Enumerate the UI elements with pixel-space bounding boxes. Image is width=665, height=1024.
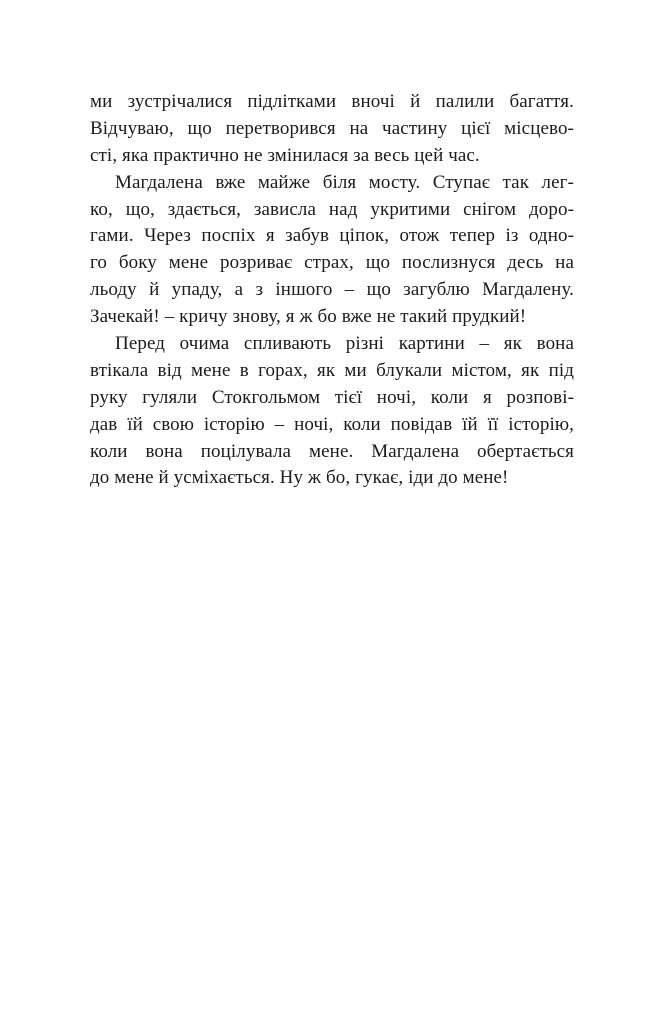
text-line: Перед очима спливають різні картини – як вона: [115, 333, 574, 355]
text-line: коли вона поцілувала мене. Магдалена обертається: [90, 440, 574, 462]
text-line: Зачекай! – кричу знову, я ж бо вже не такий прудкий!: [90, 306, 527, 328]
text-line: ми зустрічалися підлітками вночі й палили багаття.: [90, 91, 574, 112]
text-line: руку гуляли Стокгольмом тієї ночі, коли я розпові-: [90, 386, 574, 408]
text-line: дав їй свою історію – ночі, коли повідав їй її історію,: [90, 413, 574, 435]
page-text-block: [90, 89, 574, 492]
text-line: гами. Через поспіх я забув ціпок, отож тепер із одно-: [90, 225, 574, 247]
text-line: ко, що, здається, зависла над укритими снігом доро-: [90, 198, 574, 220]
text-line: льоду й упаду, а з іншого – що загублю Магдалену.: [90, 279, 574, 301]
text-line: сті, яка практично не змінилася за весь цей час.: [90, 144, 480, 166]
text-line: го боку мене розриває страх, що послизнуся десь на: [90, 252, 574, 274]
text-line: до мене й усміхається. Ну ж бо, гукає, іди до мене!: [90, 467, 509, 489]
text-line: Магдалена вже майже біля мосту. Ступає так лег-: [115, 171, 574, 193]
text-line: Відчуваю, що перетворився на частину цієї місцево-: [90, 117, 574, 139]
text-line: втікала від мене в горах, як ми блукали містом, як під: [90, 359, 574, 381]
